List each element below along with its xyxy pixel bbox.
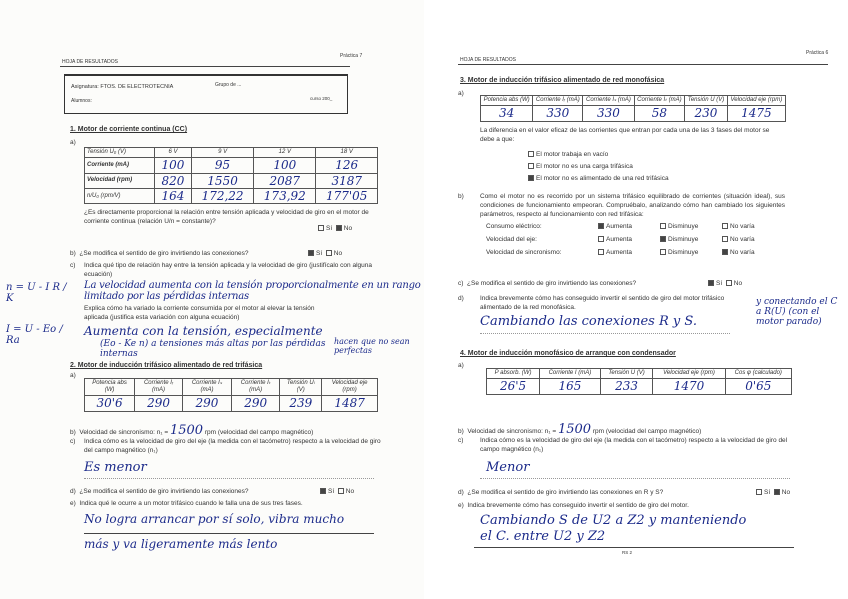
row-label: Corriente (mA): [85, 158, 155, 173]
practice-number: Práctica 7: [340, 53, 363, 59]
cell-value[interactable]: 126: [316, 158, 378, 173]
single-phase-supply-value[interactable]: 330: [583, 106, 634, 121]
4d-checkboxes[interactable]: Sí No: [756, 489, 790, 496]
answer-4e-2: el C. entre U2 y Z2: [480, 529, 606, 544]
three-phase-value[interactable]: 30'6: [85, 396, 135, 411]
checkbox-icon[interactable]: [528, 163, 534, 169]
item-label: c): [458, 437, 464, 444]
question-3d: Indica brevemente cómo has conseguido invertir el sentido de giro del motor trifásico alimentado de la red monofásica.: [480, 295, 725, 311]
three-phase-header: Corriente Iᵣ (mA): [135, 379, 183, 396]
cell-value[interactable]: 173,92: [254, 188, 316, 203]
single-phase-supply-value[interactable]: 34: [481, 106, 533, 121]
cell-value[interactable]: 1550: [191, 173, 253, 188]
three-phase-table: [84, 378, 378, 412]
question-4d: ¿Se modifica el sentido de giro invirtiendo las conexiones en R y S?: [467, 489, 664, 496]
row-label: Tensión U₀ (V): [85, 148, 155, 158]
question-1c: Indica qué tipo de relación hay entre la tensión aplicada y la velocidad de giro (justifícalo con alguna ecuación): [84, 262, 372, 278]
capacitor-motor-header: Cos φ (calculado): [725, 369, 791, 379]
question-explain-current: Explica cómo ha variado la corriente consumida por el motor al elevar la tensión aplicada (justifica esta variación con alguna ecuación): [84, 305, 315, 321]
left-page: HOJA DE RESULTADOS Práctica 7 Asignatura: FTOS. DE ELECTROTECNIA Grupo de ... Alumnos: curso 200_ 1. Motor de corriente continua (CC) a) Tensión U₀ (V) 6 V 9 V 12 V 18 V Corriente (mA) 100 95 100 126 Velocidad (rpm) 820 1550 2087 3187 n/U₀ (rpm/V) 164 172,22 173,92 177'05 ¿Es directamente proporcional la relación entre tensión aplicada y velocidad de giro en el motor de corriente continua (relación U/n = constante)? Sí No b) ¿Se modifica el sentido de giro invirtiendo las conexiones? Sí No c) Indica qué tipo de relación hay entre la tensión aplicada y la velocidad de giro (justifícalo con alguna ecuación) n = U - I R / K La velocidad aumenta con la tensión proporcionalmente en un rango limitado por las pérdidas internas Explica cómo ha variado la corriente consumida por el motor al elevar la tensión aplicada (justifica esta variación con alguna ecuación) I = U - Eo / Ra Aumenta con la tensión, especialmente (Eo - Ke n) a tensiones más altas por las pérdidas internas hacen que no sean perfectas 2. Motor de inducción trifásico alimentado de red trifásica a) Potencia abs (W) Corriente Iᵣ (mA) Corriente Iₛ (mA) Corriente Iₜ (mA) Tensión Uₗ (V) Velocidad eje (rpm) 30'6 290 290 290 239 1487 b) Velocidad de sincronismo: n₁ = 1500 rpm (velocidad del campo magnético) c) Indica cómo es la velocidad de giro del eje (la medida con el tacómetro) respecto a la velocidad de giro del campo magnético (n₁) Es menor d) ¿Se modifica el sentido de giro invirtiendo las conexiones? Sí No e) Indica qué le ocurre a un motor trifásico cuando le falla una de sus tres fases. No logra arrancar por sí solo, vibra mucho más y va ligeramente más lento: [0, 0, 424, 599]
parameter-option[interactable]: No varía: [722, 223, 755, 230]
diff-question: La diferencia en el valor eficaz de las corrientes que entran por cada una de las 3 fases del motor se debe a que:: [480, 127, 770, 143]
dc-motor-table: [84, 147, 378, 204]
three-phase-value[interactable]: 239: [280, 396, 322, 411]
capacitor-motor-value[interactable]: 0'65: [725, 379, 791, 394]
option-label: El motor trabaja en vacío: [536, 151, 609, 158]
voltage-header: 18 V: [316, 148, 378, 158]
cell-value[interactable]: 172,22: [191, 188, 253, 203]
parameter-option[interactable]: Aumenta: [598, 249, 632, 256]
option-checkbox[interactable]: [528, 175, 669, 182]
answer-4c: Menor: [486, 460, 530, 475]
question-4e: Indica brevemente cómo has conseguido invertir el sentido de giro del motor.: [467, 502, 689, 509]
capacitor-motor-table: [486, 368, 792, 395]
item-label: d): [458, 295, 464, 302]
single-phase-supply-value[interactable]: 230: [685, 106, 728, 121]
question-2b: Velocidad de sincronismo: n₁ =: [79, 429, 169, 436]
parameter-option[interactable]: Aumenta: [598, 236, 632, 243]
capacitor-motor-value[interactable]: 26'5: [487, 379, 540, 394]
single-phase-supply-header: Corriente Iₛ (mA): [583, 96, 634, 106]
section-2-title: 2. Motor de inducción trifásico alimentado de red trifásica: [70, 362, 263, 369]
question-4b: Velocidad de sincronismo: n₁ =: [467, 428, 557, 435]
question-3c: ¿Se modifica el sentido de giro invirtiendo las conexiones?: [467, 280, 637, 287]
capacitor-motor-value[interactable]: 233: [600, 379, 653, 394]
item-label: a): [70, 372, 76, 379]
parameter-option[interactable]: Aumenta: [598, 223, 632, 230]
cell-value[interactable]: 164: [155, 188, 192, 203]
item-label: a): [70, 139, 76, 146]
sync-speed-value[interactable]: 1500: [557, 422, 592, 437]
row-label: n/U₀ (rpm/V): [85, 188, 155, 203]
margin-formula-current: I = U - Eo / Ra: [6, 324, 63, 346]
three-phase-value[interactable]: 290: [135, 396, 183, 411]
capacitor-motor-value[interactable]: 165: [540, 379, 601, 394]
table-row: [85, 173, 378, 188]
single-phase-supply-value[interactable]: 1475: [727, 106, 785, 121]
voltage-header: 12 V: [254, 148, 316, 158]
three-phase-value[interactable]: 1487: [322, 396, 378, 411]
capacitor-motor-header: Corriente I (mA): [540, 369, 601, 379]
answer-2e-2: más y va ligeramente más lento: [84, 537, 278, 551]
answer-4e-1: Cambiando S de U2 a Z2 y manteniendo: [480, 513, 747, 528]
proportional-checkboxes[interactable]: Sí No: [318, 225, 352, 232]
cell-value[interactable]: 820: [155, 173, 192, 188]
checkbox-icon[interactable]: [528, 151, 534, 157]
row-label: Velocidad (rpm): [85, 173, 155, 188]
student-label: Alumnos:: [71, 98, 92, 104]
item-label: b): [458, 193, 464, 200]
question-1b: ¿Se modifica el sentido de giro invirtiendo las conexiones?: [79, 250, 249, 257]
parameter-option[interactable]: Disminuye: [660, 223, 698, 230]
parameter-option[interactable]: Disminuye: [660, 236, 698, 243]
right-page: HOJA DE RESULTADOS Práctica 6 3. Motor de inducción trifásico alimentado de red monofásica a) Potencia abs (W) Corriente Iᵣ (mA) Corriente Iₛ (mA) Corriente Iₜ (mA) Tensión U (V) Velocidad eje (rpm) 34 330 330 58 230 1475 La diferencia en el valor eficaz de las corrientes que entran por cada una de las 3 fases del motor se debe a que: El motor trabaja en vacío El motor no es una carga trifásica El motor no es alimentado de una red trifásica b) Como el motor no es recorrido por un sistema trifásico equilibrado de corrientes (situación ideal), sus condiciones de funcionamiento empeoran. Compruébalo, analizando cómo han cambiado los siguientes parámetros, respecto al funcionamiento con red trifásica: Consumo eléctrico: Aumenta Disminuye No varía Velocidad del eje: Aumenta Disminuye No varía Velocidad de sincronismo: Aumenta Disminuye No varía c) ¿Se modifica el sentido de giro invirtiendo las conexiones? Sí No d) Indica brevemente cómo has conseguido invertir el sentido de giro del motor trifásico alimentado de la red monofásica. Cambiando las conexiones R y S. y conectando el C a R(U) (con el motor parado) 4. Motor de inducción monofásico de arranque con condensador a) P absorb. (W) Corriente I (mA) Tensión U (V) Velocidad eje (rpm) Cos φ (calculado) 26'5 165 233 1470 0'65 b) Velocidad de sincronismo: n₁ = 1500 rpm (velocidad del campo magnético) c) Indica cómo es la velocidad de giro del eje (la medida con el tacómetro) respecto a la velocidad de giro del campo magnético (n₁) Menor d) ¿Se modifica el sentido de giro invirtiendo las conexiones en R y S? Sí No e) Indica brevemente cómo has conseguido invertir el sentido de giro del motor. Cambiando S de U2 a Z2 y manteniendo el C. entre U2 y Z2 RS 2: [424, 0, 848, 599]
sync-speed-value[interactable]: 1500: [169, 423, 204, 438]
1b-checkboxes[interactable]: Sí No: [308, 250, 342, 257]
option-checkbox[interactable]: [528, 163, 633, 170]
three-phase-header: Potencia abs (W): [85, 379, 135, 396]
section-1-title: 1. Motor de corriente continua (CC): [70, 126, 188, 133]
item-label: a): [458, 90, 464, 97]
page-header: HOJA DE RESULTADOS: [62, 59, 118, 65]
single-phase-supply-header: Corriente Iᵣ (mA): [533, 96, 583, 106]
three-phase-header: Tensión Uₗ (V): [280, 379, 322, 396]
parameter-label: Velocidad de sincronismo:: [486, 249, 562, 256]
single-phase-supply-header: Potencia abs (W): [481, 96, 533, 106]
answer-2e-1: No logra arrancar por sí solo, vibra mucho: [84, 512, 345, 526]
option-checkbox[interactable]: [528, 151, 608, 158]
question-4c: Indica cómo es la velocidad de giro del eje (la medida con el tacómetro) respecto a la velocidad de giro del campo magnético (n₁): [480, 437, 788, 453]
page-footer: RS 2: [622, 550, 633, 555]
option-label: El motor no es alimentado de una red trifásica: [536, 175, 669, 182]
answer-3d: Cambiando las conexiones R y S.: [480, 314, 697, 329]
section-3-title: 3. Motor de inducción trifásico alimentado de red monofásica: [460, 77, 665, 84]
parameter-option[interactable]: Disminuye: [660, 249, 698, 256]
capacitor-motor-header: P absorb. (W): [487, 369, 540, 379]
single-phase-supply-header: Velocidad eje (rpm): [727, 96, 785, 106]
cell-value[interactable]: 95: [191, 158, 253, 173]
parameter-option[interactable]: No varía: [722, 249, 755, 256]
checkbox-icon[interactable]: [528, 175, 534, 181]
answer-explain-2: (Eo - Ke n) a tensiones más altas por las pérdidas internas: [100, 339, 326, 359]
answer-1c: La velocidad aumenta con la tensión proporcionalmente en un rango limitado por las pérdidas internas: [84, 280, 421, 302]
single-phase-supply-value[interactable]: 58: [634, 106, 685, 121]
practice-number: Práctica 6: [806, 50, 829, 56]
answer-2c: Es menor: [84, 460, 147, 475]
three-phase-value[interactable]: 290: [231, 396, 280, 411]
question-proportional: ¿Es directamente proporcional la relación entre tensión aplicada y velocidad de giro en el motor de corriente continua (relación U/n = constante)?: [84, 209, 369, 225]
cell-value[interactable]: 100: [155, 158, 192, 173]
margin-formula-speed: n = U - I R / K: [6, 282, 67, 304]
answer-explain-1: Aumenta con la tensión, especialmente: [84, 324, 323, 338]
three-phase-header: Velocidad eje (rpm): [322, 379, 378, 396]
single-phase-supply-header: Tensión U (V): [685, 96, 728, 106]
parameter-label: Consumo eléctrico:: [486, 223, 542, 230]
cell-value[interactable]: 3187: [316, 173, 378, 188]
2d-checkboxes[interactable]: Sí No: [320, 488, 354, 495]
cell-value[interactable]: 100: [254, 158, 316, 173]
cell-value[interactable]: 2087: [254, 173, 316, 188]
option-label: El motor no es una carga trifásica: [536, 163, 633, 170]
info-box: [64, 74, 348, 114]
table-row: [85, 158, 378, 173]
question-3b: Como el motor no es recorrido por un sistema trifásico equilibrado de corrientes (situación ideal), sus condiciones de funcionamiento empeoran. Compruébalo, analizando cómo han cambiado los siguientes parámetros, respecto al funcionamiento con red trifásica:: [480, 193, 785, 218]
single-phase-supply-value[interactable]: 330: [533, 106, 583, 121]
voltage-header: 6 V: [155, 148, 192, 158]
cell-value[interactable]: 177'05: [316, 188, 378, 203]
three-phase-header: Corriente Iₛ (mA): [182, 379, 231, 396]
subject-label: Asignatura: FTOS. DE ELECTROTECNIA: [71, 84, 174, 90]
group-label: Grupo de ...: [215, 82, 242, 88]
section-4-title: 4. Motor de inducción monofásico de arranque con condensador: [460, 350, 676, 357]
single-phase-supply-header: Corriente Iₜ (mA): [634, 96, 685, 106]
capacitor-motor-header: Tensión U (V): [600, 369, 653, 379]
question-2d: ¿Se modifica el sentido de giro invirtiendo las conexiones?: [79, 488, 249, 495]
question-2c: Indica cómo es la velocidad de giro del eje (la medida con el tacómetro) respecto a la velocidad de giro del campo magnético (n₁): [84, 438, 381, 454]
page-header: HOJA DE RESULTADOS: [460, 57, 516, 63]
date-label: curso 200_: [310, 96, 333, 101]
capacitor-motor-value[interactable]: 1470: [653, 379, 725, 394]
three-phase-value[interactable]: 290: [182, 396, 231, 411]
side-note: hacen que no sean perfectas: [334, 337, 410, 355]
parameter-option[interactable]: No varía: [722, 236, 755, 243]
voltage-header: 9 V: [191, 148, 253, 158]
side-note: y conectando el C a R(U) (con el motor parado): [756, 297, 838, 327]
three-phase-header: Corriente Iₜ (mA): [231, 379, 280, 396]
3c-checkboxes[interactable]: Sí No: [708, 280, 742, 287]
question-2e: Indica qué le ocurre a un motor trifásico cuando le falla una de sus tres fases.: [79, 500, 303, 507]
table-row: [85, 148, 378, 158]
table-row: [85, 188, 378, 203]
capacitor-motor-header: Velocidad eje (rpm): [653, 369, 725, 379]
single-phase-supply-table: [480, 95, 786, 122]
item-label: a): [458, 362, 464, 369]
parameter-label: Velocidad del eje:: [486, 236, 537, 243]
